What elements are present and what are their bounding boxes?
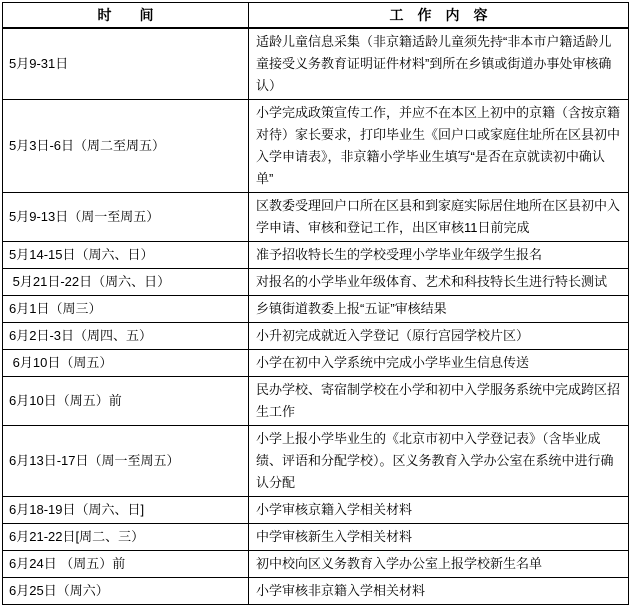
time-cell: 6月1日（周三） — [3, 296, 249, 323]
time-cell: 5月21日-22日（周六、日） — [3, 269, 249, 296]
content-cell: 民办学校、寄宿制学校在小学和初中入学服务系统中完成跨区招生工作 — [249, 377, 629, 426]
table-row — [3, 100, 629, 193]
table-row — [3, 350, 629, 377]
content-cell: 对报名的小学毕业年级体育、艺术和科技特长生进行特长测试 — [249, 269, 629, 296]
content-cell: 区教委受理回户口所在区县和到家庭实际居住地所在区县初中入学申请、审核和登记工作，出区审核11日前完成 — [249, 193, 629, 242]
time-cell: 6月10日（周五） — [3, 350, 249, 377]
table-row — [3, 296, 629, 323]
table-body — [3, 28, 629, 605]
time-cell: 5月14-15日（周六、日） — [3, 242, 249, 269]
table-row — [3, 28, 629, 100]
table-row — [3, 497, 629, 524]
table-row — [3, 551, 629, 578]
time-cell: 5月3日-6日（周二至周五） — [3, 100, 249, 193]
schedule-table — [2, 2, 629, 605]
content-cell: 小学完成政策宣传工作，并应不在本区上初中的京籍（含按京籍对待）家长要求，打印毕业生《回户口或家庭住址所在区县初中入学申请表》，非京籍小学毕业生填写“是否在京就读初中确认单” — [249, 100, 629, 193]
header-row — [3, 3, 629, 29]
table-row — [3, 269, 629, 296]
time-cell: 6月18-19日（周六、日] — [3, 497, 249, 524]
content-cell: 小升初完成就近入学登记（原行宫园学校片区） — [249, 323, 629, 350]
time-cell: 6月10日（周五）前 — [3, 377, 249, 426]
table-row — [3, 578, 629, 605]
time-cell: 6月25日（周六） — [3, 578, 249, 605]
table-header — [3, 3, 629, 29]
header-content: 工 作 内 容 — [249, 3, 629, 29]
content-cell: 小学审核非京籍入学相关材料 — [249, 578, 629, 605]
content-cell: 小学审核京籍入学相关材料 — [249, 497, 629, 524]
content-cell: 初中校向区义务教育入学办公室上报学校新生名单 — [249, 551, 629, 578]
table-row — [3, 193, 629, 242]
time-cell: 6月13日-17日（周一至周五） — [3, 426, 249, 497]
table-row — [3, 242, 629, 269]
table-row — [3, 524, 629, 551]
content-cell: 中学审核新生入学相关材料 — [249, 524, 629, 551]
time-cell: 6月24日 （周五）前 — [3, 551, 249, 578]
content-cell: 适龄儿童信息采集（非京籍适龄儿童须先持“非本市户籍适龄儿童接受义务教育证明证件材料”到所在乡镇或街道办事处审核确认） — [249, 28, 629, 100]
content-cell: 小学上报小学毕业生的《北京市初中入学登记表》（含毕业成绩、评语和分配学校）。区义务教育入学办公室在系统中进行确认分配 — [249, 426, 629, 497]
time-cell: 6月21-22日[周二、三） — [3, 524, 249, 551]
content-cell: 乡镇街道教委上报“五证”审核结果 — [249, 296, 629, 323]
content-cell: 准予招收特长生的学校受理小学毕业年级学生报名 — [249, 242, 629, 269]
time-cell: 5月9-13日（周一至周五） — [3, 193, 249, 242]
time-cell: 6月2日-3日（周四、五） — [3, 323, 249, 350]
header-time: 时 间 — [3, 3, 249, 29]
content-cell: 小学在初中入学系统中完成小学毕业生信息传送 — [249, 350, 629, 377]
table-row — [3, 323, 629, 350]
table-row — [3, 377, 629, 426]
table-row — [3, 426, 629, 497]
time-cell: 5月9-31日 — [3, 28, 249, 100]
